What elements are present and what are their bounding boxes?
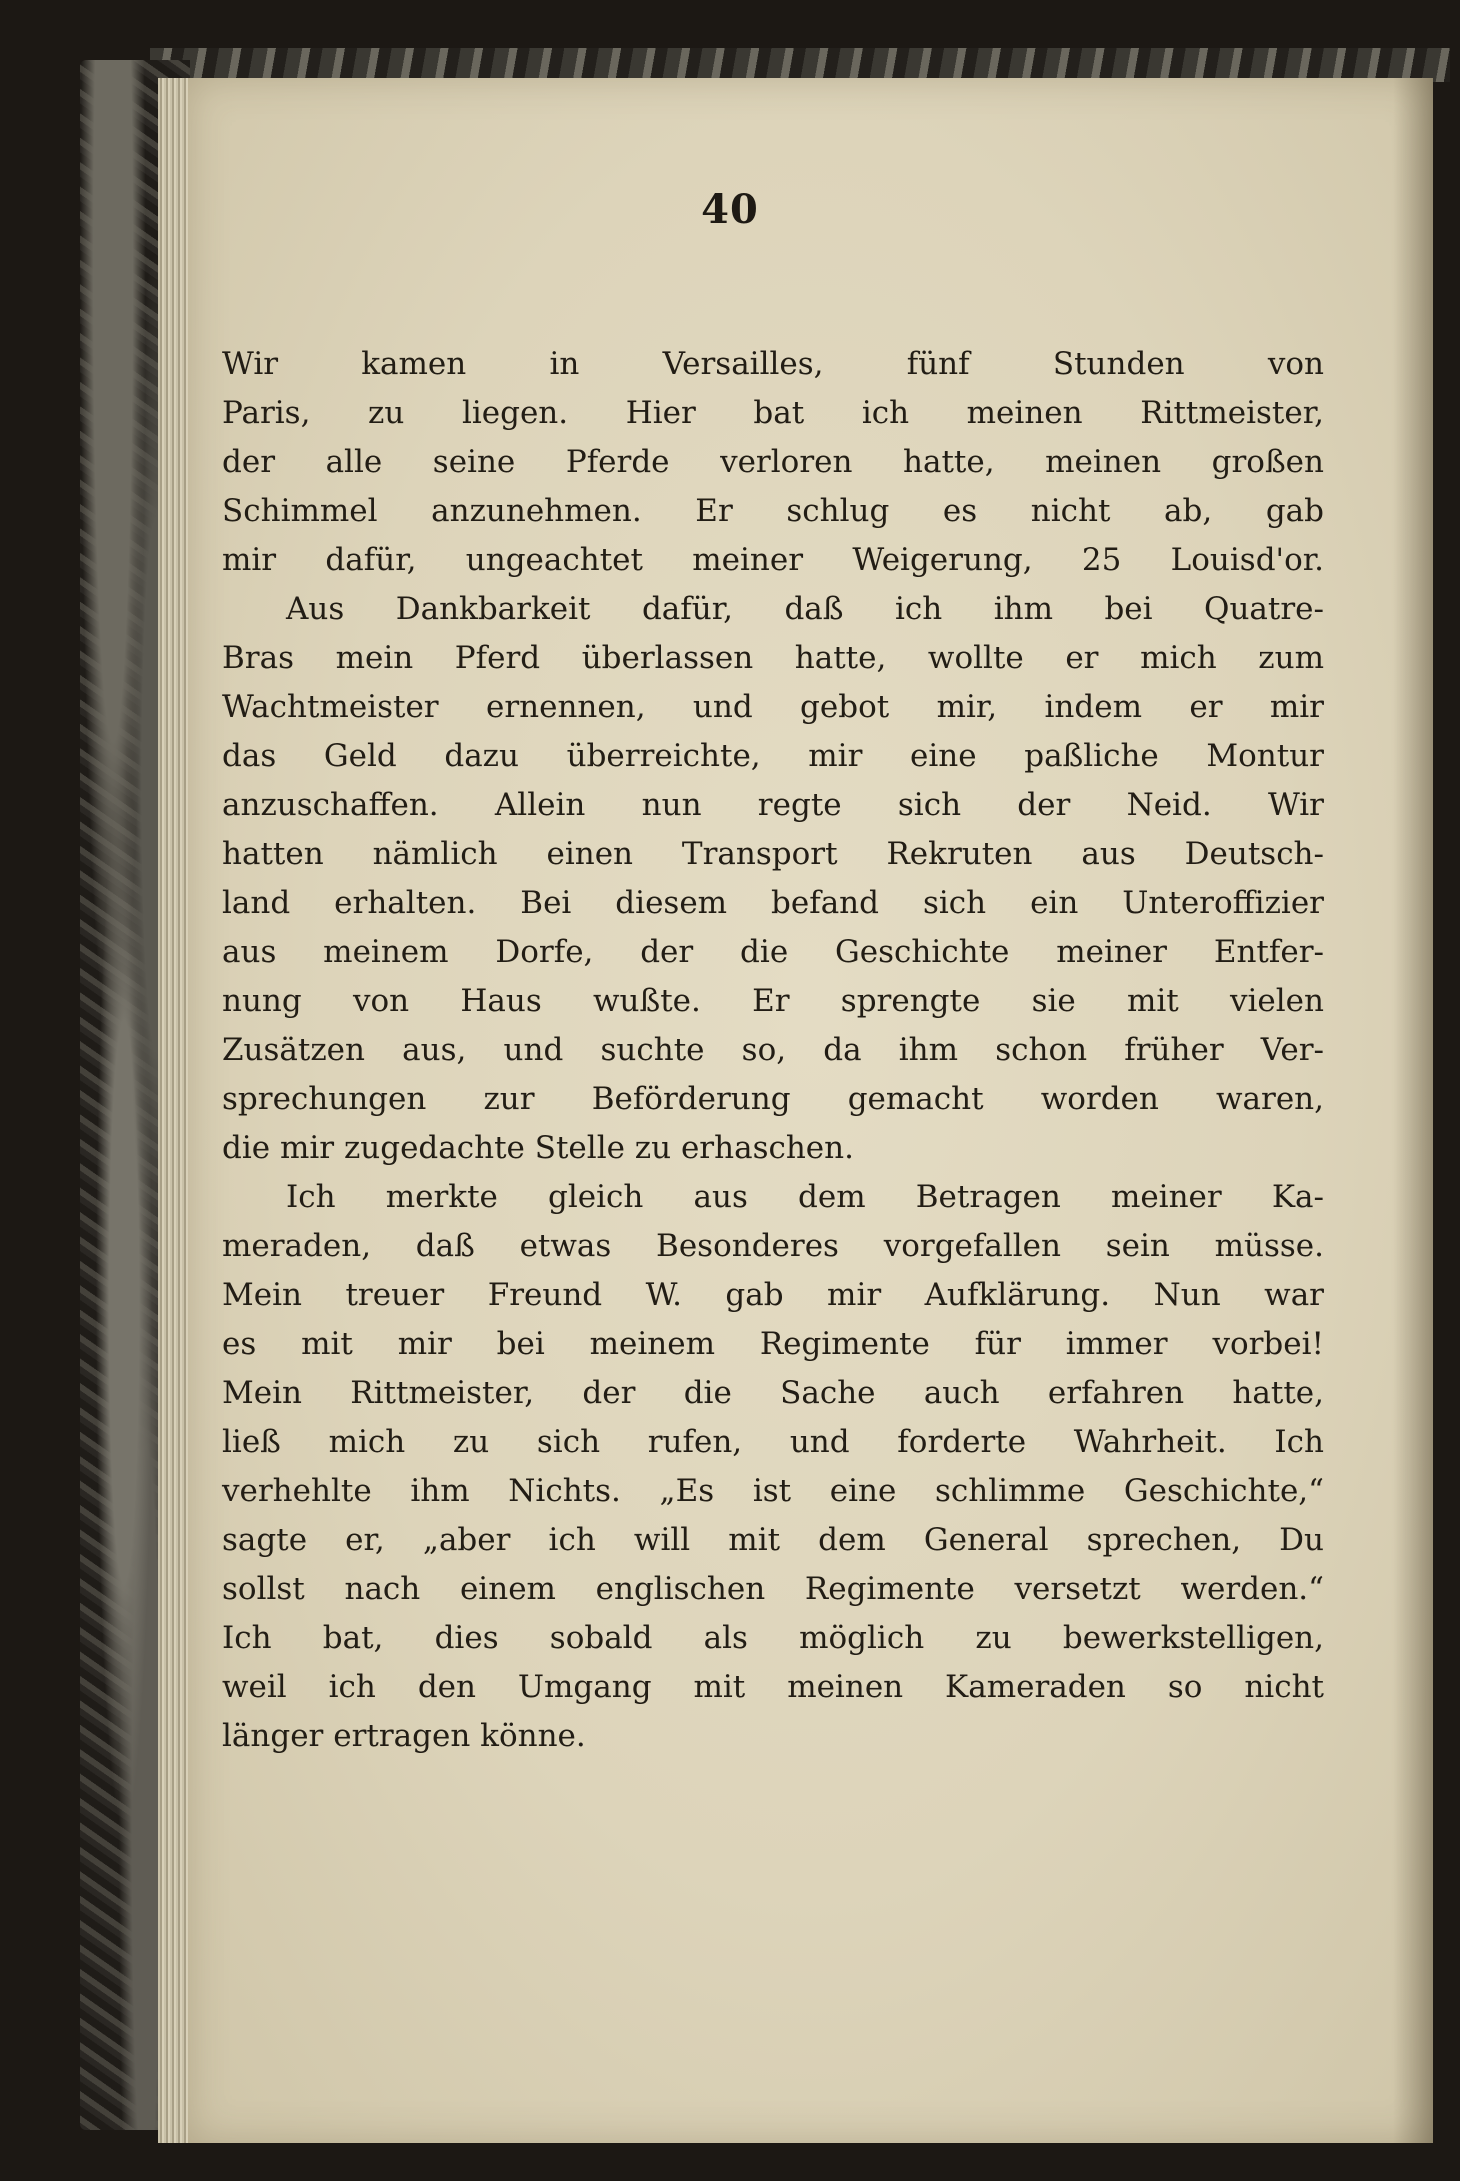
text-line: Ich merkte gleich aus dem Betragen meiner Ka- [286,1179,1324,1215]
text-line: sagte er, „aber ich will mit dem General sprechen, Du [222,1522,1324,1558]
text-line: aus meinem Dorfe, der die Geschichte meiner Entfer- [222,934,1324,970]
text-line: sollst nach einem englischen Regimente versetzt werden.“ [222,1571,1324,1607]
page-gutter-shadow [1393,78,1433,2143]
text-line: Zusätzen aus, und suchte so, da ihm schon früher Ver- [222,1032,1324,1068]
text-line: Bras mein Pferd überlassen hatte, wollte er mich zum [222,640,1324,676]
text-line: anzuschaffen. Allein nun regte sich der Neid. Wir [222,787,1324,823]
text-line: Ich bat, dies sobald als möglich zu bewerkstelligen, [222,1620,1324,1656]
body-text [222,340,1324,1761]
text-line: Aus Dankbarkeit dafür, daß ich ihm bei Quatre- [286,591,1324,627]
text-line: das Geld dazu überreichte, mir eine paßliche Montur [222,738,1324,774]
page-edges [158,78,190,2143]
text-line: verhehlte ihm Nichts. „Es ist eine schlimme Geschichte,“ [222,1473,1324,1509]
cover-top-edge [150,48,1450,82]
text-line: sprechungen zur Beförderung gemacht worden waren, [222,1081,1324,1117]
text-line: die mir zugedachte Stelle zu erhaschen. [222,1130,854,1166]
text-line: Mein Rittmeister, der die Sache auch erfahren hatte, [222,1375,1324,1411]
text-line: ließ mich zu sich rufen, und forderte Wahrheit. Ich [222,1424,1324,1460]
text-line: der alle seine Pferde verloren hatte, meinen großen [222,444,1324,480]
text-line: Paris, zu liegen. Hier bat ich meinen Rittmeister, [222,395,1324,431]
text-line: mir dafür, ungeachtet meiner Weigerung, 25 Louisd'or. [222,542,1324,578]
text-line: Schimmel anzunehmen. Er schlug es nicht ab, gab [222,493,1324,529]
text-line: weil ich den Umgang mit meinen Kameraden so nicht [222,1669,1324,1705]
text-line: hatten nämlich einen Transport Rekruten aus Deutsch- [222,836,1324,872]
text-line: Wachtmeister ernennen, und gebot mir, indem er mir [222,689,1324,725]
text-line: länger ertragen könne. [222,1718,586,1754]
text-line: meraden, daß etwas Besonderes vorgefallen sein müsse. [222,1228,1324,1264]
text-line: Wir kamen in Versailles, fünf Stunden von [222,346,1324,382]
text-line: es mit mir bei meinem Regimente für immer vorbei! [222,1326,1324,1362]
text-line: Mein treuer Freund W. gab mir Aufklärung. Nun war [222,1277,1324,1313]
text-line: land erhalten. Bei diesem befand sich ein Unteroffizier [222,885,1324,921]
page-number: 40 [701,186,759,233]
text-line: nung von Haus wußte. Er sprengte sie mit vielen [222,983,1324,1019]
